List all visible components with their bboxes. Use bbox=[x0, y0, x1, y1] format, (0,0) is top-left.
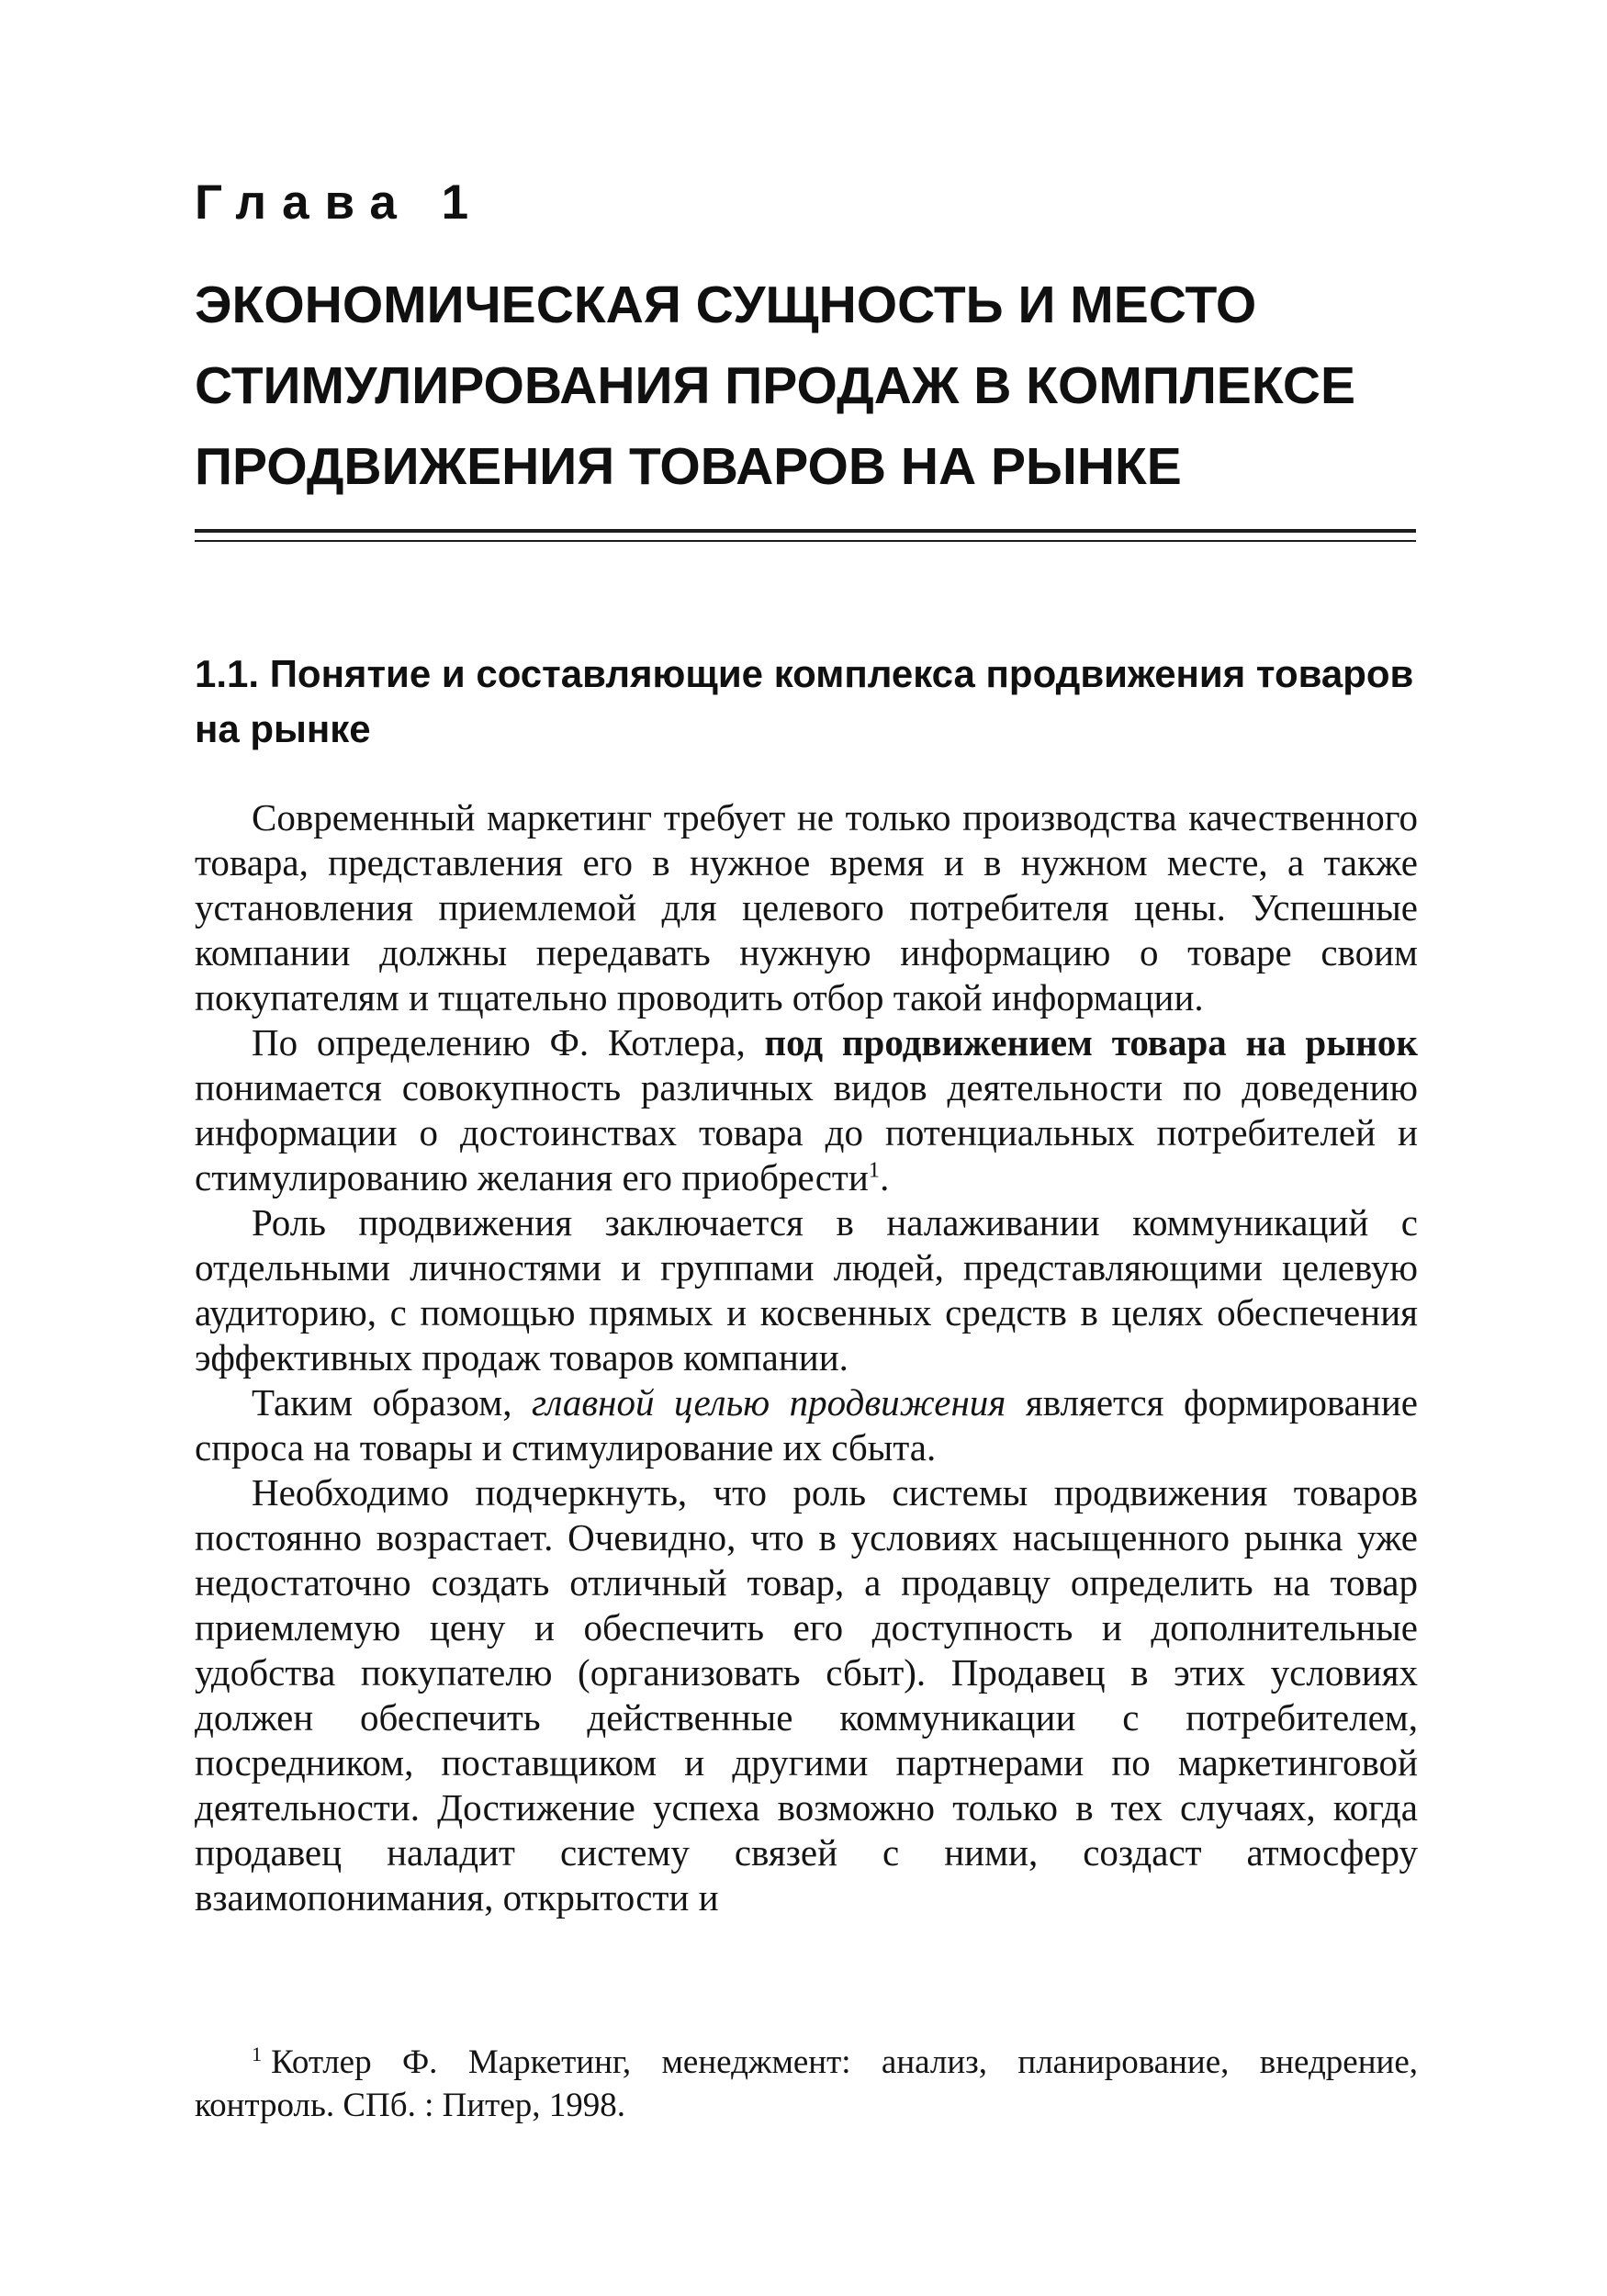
section-heading: 1.1. Понятие и составляющие комплекса продвижения товаров на рынке bbox=[195, 652, 1414, 750]
text-run: понимается совокупность различных видов деятельности по доведению информации о достоинствах товара до потенциальных потребителей и стимулированию желания его приобрести bbox=[195, 1066, 1418, 1199]
body-paragraphs bbox=[195, 795, 1418, 1920]
text-run: является формирование спроса на товары и стимулирование их сбыта. bbox=[195, 1381, 1418, 1469]
text-run: . bbox=[880, 1156, 890, 1199]
footnote-text: Котлер Ф. Маркетинг, менеджмент: анализ, планирование, внедрение, контроль. СПб. : Питер, 1998. bbox=[195, 2043, 1418, 2124]
text-run: Необходимо подчеркнуть, что роль системы продвижения товаров постоянно возрастает. Очевидно, что в условиях насыщенного рынка уже недостаточно создать отличный товар, а продавцу определить на товар приемлемую цену и обеспечить его доступность и дополнительные удобства покупателю (организовать сбыт). Продавец в этих условиях должен обеспечить действенные коммуникации с потребителем, посредником, поставщиком и другими партнерами по маркетинговой деятельности. Достижение успеха возможно только в тех случаях, когда продавец наладит систему связей с ними, создаст атмосферу взаимопонимания, открытости и bbox=[195, 1471, 1418, 1919]
chapter-label: Глава 1 bbox=[195, 175, 485, 230]
paragraph bbox=[195, 1200, 1418, 1380]
chapter-title: ЭКОНОМИЧЕСКАЯ СУЩНОСТЬ И МЕСТО СТИМУЛИРОВАНИЯ ПРОДАЖ В КОМПЛЕКСЕ ПРОДВИЖЕНИЯ ТОВАРОВ НА РЫНКЕ bbox=[195, 276, 1356, 496]
paragraph bbox=[195, 1470, 1418, 1920]
text-run: главной целью продвижения bbox=[532, 1381, 1006, 1424]
text-run: По определению Ф. Котлера, bbox=[252, 1021, 765, 1064]
paragraph bbox=[195, 1020, 1418, 1200]
paragraph bbox=[195, 1380, 1418, 1470]
text-run: Роль продвижения заключается в налаживании коммуникаций с отдельными личностями и группами людей, представляющими целевую аудиторию, с помощью прямых и косвенных средств в целях обеспечения эффективных продаж товаров компании. bbox=[195, 1201, 1418, 1379]
title-rule bbox=[195, 529, 1416, 542]
text-run: под продвижением товара на рынок bbox=[764, 1021, 1418, 1064]
footnote-ref: 1 bbox=[868, 1157, 881, 1183]
footnote-paragraph bbox=[195, 2041, 1418, 2127]
text-run: Современный маркетинг требует не только производства качественного товара, представления его в нужное время и в нужном месте, а также установления приемлемой для целевого потребителя цены. Успешные компании должны передавать нужную информацию о товаре своим покупателям и тщательно проводить отбор такой информации. bbox=[195, 796, 1418, 1019]
footnote-marker: 1 bbox=[252, 2042, 263, 2065]
footnote bbox=[195, 2041, 1418, 2127]
text-run: Таким образом, bbox=[252, 1381, 532, 1424]
paragraph bbox=[195, 795, 1418, 1020]
